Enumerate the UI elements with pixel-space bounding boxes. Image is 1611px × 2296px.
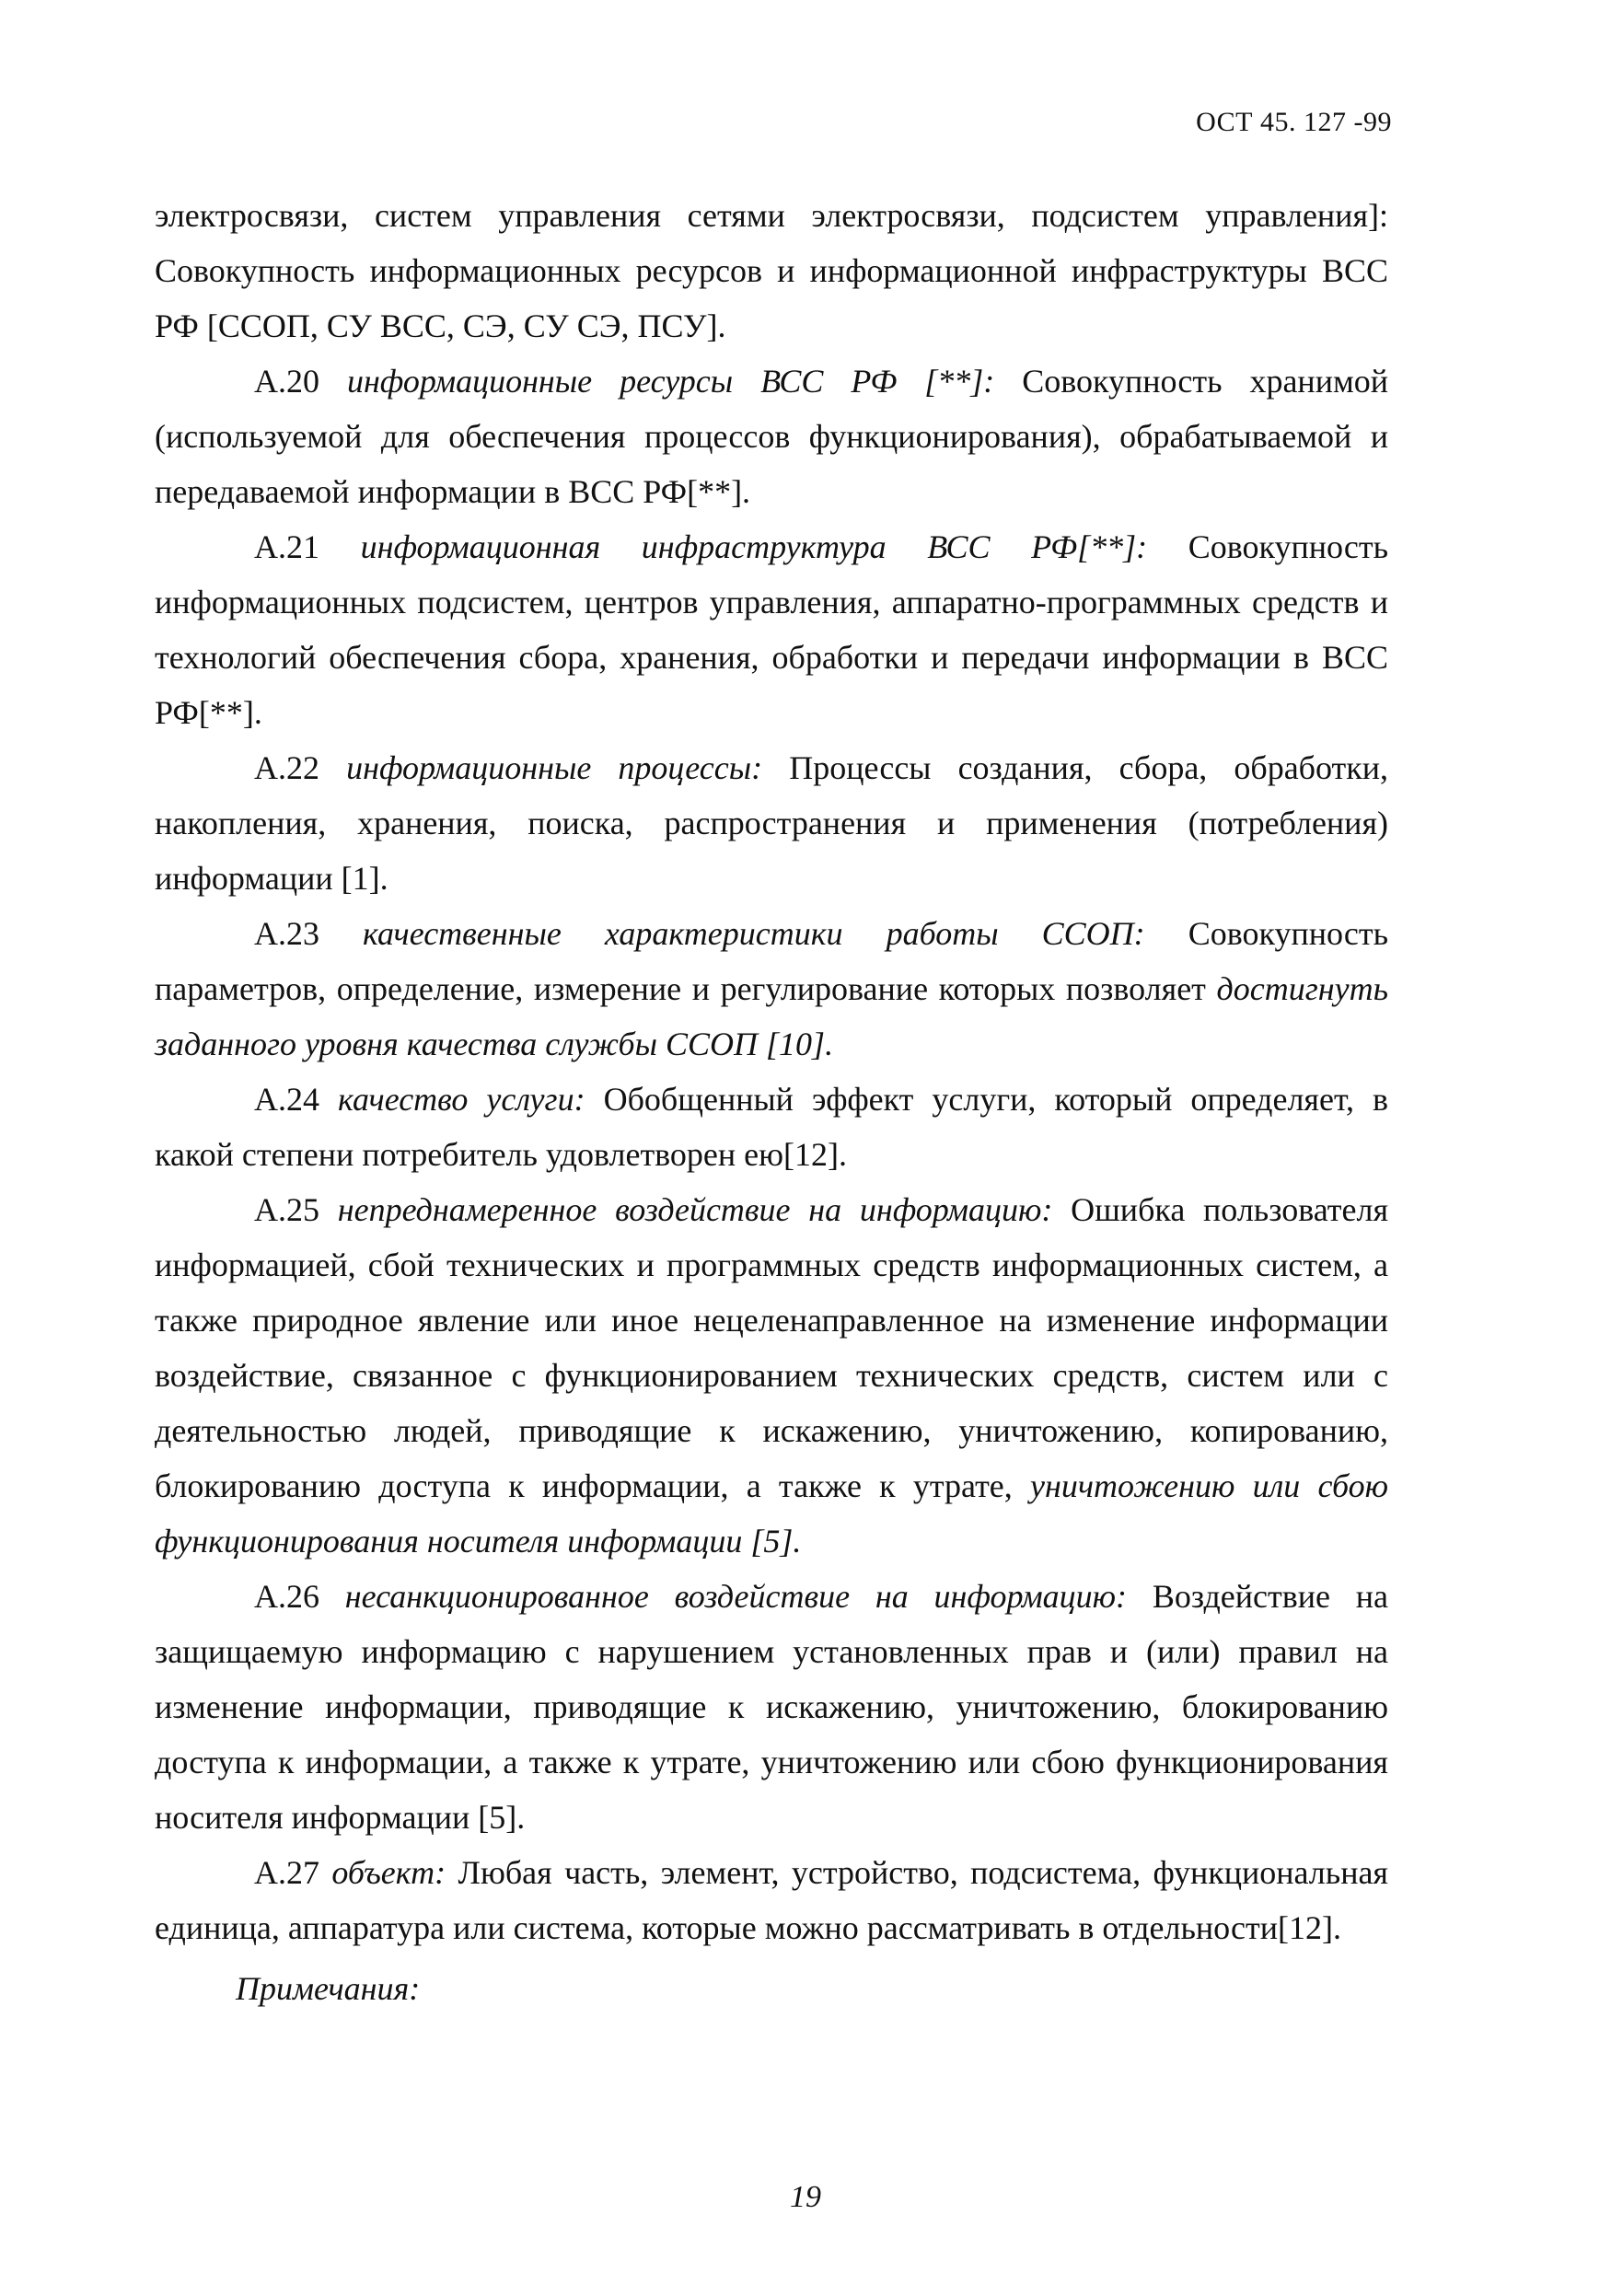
- definition-text: Совокупность информационных подсистем, центров управления, аппаратно-программных средств и технологий обеспечения сбора, хранения, обработки и передачи информации в ВСС РФ[**].: [155, 528, 1389, 731]
- definition-text: Обобщенный эффект услуги, который определяет, в какой степени потребитель удовлетворен ею[12].: [155, 1081, 1389, 1173]
- definition-a24: [155, 1072, 1388, 1182]
- page-number: 19: [790, 2180, 821, 2214]
- definition-number: А.23: [254, 915, 319, 952]
- definition-number: А.22: [254, 749, 319, 786]
- definition-term: информационная инфраструктура ВСС РФ[**]:: [360, 528, 1148, 565]
- definition-term: объект:: [331, 1854, 446, 1891]
- definition-text-italic: достигнуть заданного уровня качества службы ССОП [10].: [155, 970, 1388, 1062]
- definition-text-italic: уничтожению или сбою функционирования носителя информации [5].: [155, 1467, 1389, 1560]
- definition-number: А.21: [254, 528, 319, 565]
- definition-a26: [155, 1569, 1388, 1845]
- document-body: [155, 188, 1388, 2016]
- definition-text: Процессы создания, сбора, обработки, накопления, хранения, поиска, распространения и применения (потребления) информации [1].: [155, 749, 1389, 897]
- definition-term: качественные характеристики работы ССОП:: [363, 915, 1145, 952]
- definition-a23: [155, 906, 1388, 1072]
- definition-text: Воздействие на защищаемую информацию с нарушением установленных прав и (или) правил на изменение информации, приводящие к искажению, уничтожению, блокированию доступа к информации, а также к утрате, уничтожению или сбою функционирования носителя информации [5].: [155, 1578, 1388, 1836]
- definition-text: Совокупность параметров, определение, измерение и регулирование которых позволяет: [155, 915, 1389, 1007]
- definition-number: А.27: [254, 1854, 319, 1891]
- definition-a25: [155, 1182, 1388, 1569]
- definition-a20: [155, 354, 1388, 519]
- definition-number: А.25: [254, 1191, 319, 1228]
- definition-text: Любая часть, элемент, устройство, подсистема, функциональная единица, аппаратура или система, которые можно рассматривать в отдельности[12].: [155, 1854, 1388, 1946]
- definition-a27: [155, 1845, 1388, 1955]
- definition-term: информационные процессы:: [346, 749, 763, 786]
- definition-term: качество услуги:: [338, 1081, 585, 1118]
- definition-a21: [155, 519, 1388, 740]
- paragraph-continuation: [155, 188, 1388, 354]
- paragraph-text: электросвязи, систем управления сетями электросвязи, подсистем управления]: Совокупность информационных ресурсов и информационной инфраструктуры ВСС РФ [ССОП, СУ ВСС, СЭ, СУ СЭ, ПСУ].: [155, 197, 1388, 344]
- definition-term: несанкционированное воздействие на информацию:: [344, 1578, 1128, 1615]
- definition-text: Ошибка пользователя информацией, сбой технических и программных средств информационных систем, а также природное явление или иное нецеленаправленное на изменение информации воздействие, связанное с функционированием технических средств, систем или с деятельностью людей, приводящие к искажению, уничтожению, копированию, блокированию доступа к информации, а также к утрате,: [155, 1191, 1389, 1504]
- definition-number: А.20: [254, 363, 319, 400]
- document-code: ОСТ 45. 127 -99: [1196, 107, 1392, 137]
- definition-number: А.26: [254, 1578, 319, 1615]
- definition-number: А.24: [254, 1081, 319, 1118]
- definition-term: информационные ресурсы ВСС РФ [**]:: [346, 363, 995, 400]
- definition-term: непреднамеренное воздействие на информацию:: [337, 1191, 1053, 1228]
- notes-label: Примечания:: [236, 1970, 421, 2007]
- definition-a22: [155, 740, 1388, 906]
- definition-text: Совокупность хранимой (используемой для обеспечения процессов функционирования), обрабатываемой и передаваемой информации в ВСС РФ[**].: [155, 363, 1389, 510]
